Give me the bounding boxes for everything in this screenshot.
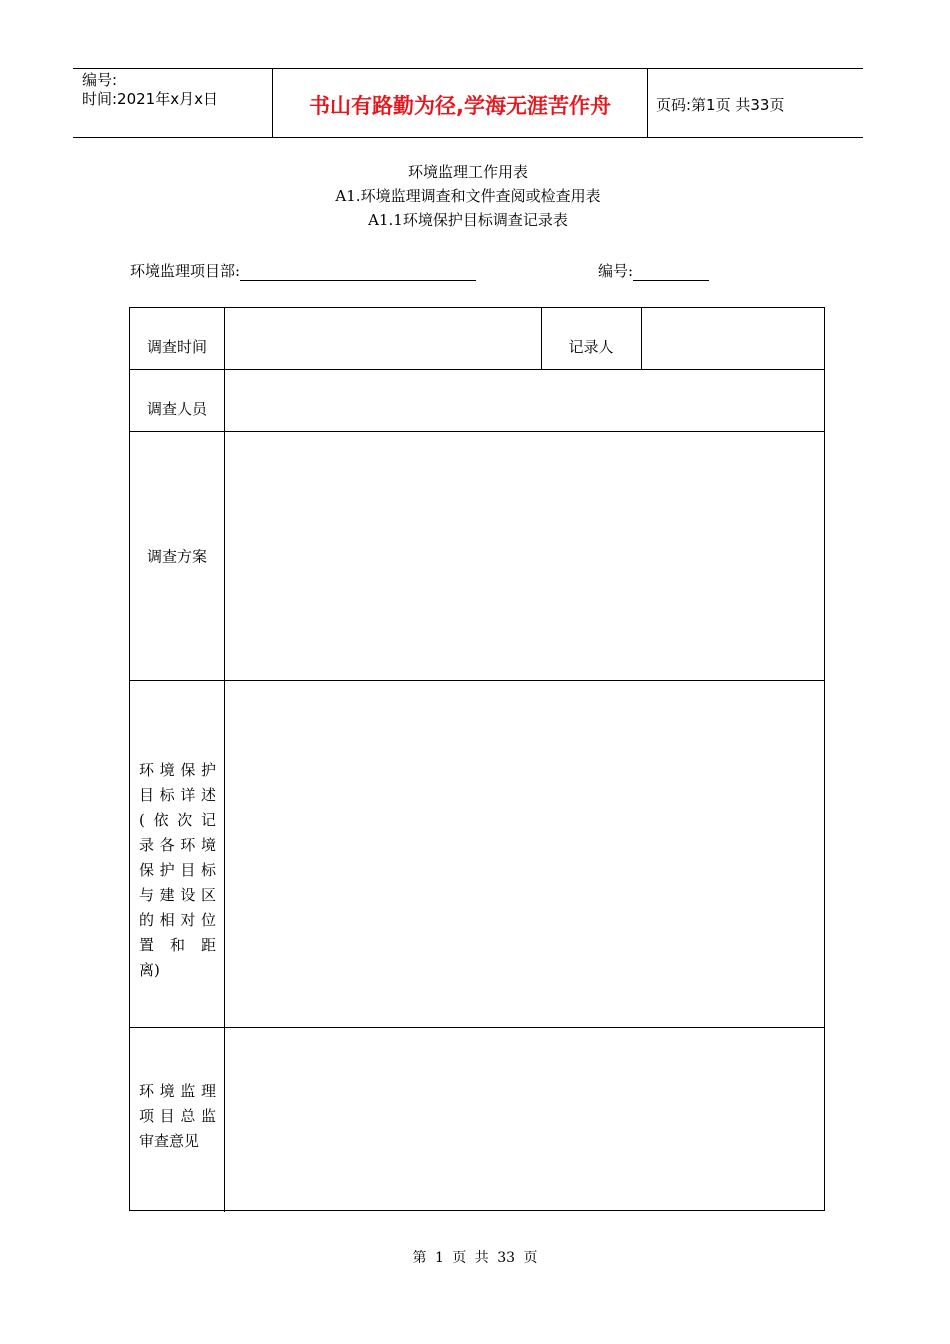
review-label: [139, 1079, 216, 1154]
survey-staff-label-cell: [130, 370, 225, 431]
row-target-detail: [130, 681, 824, 1028]
review-line: 审查意见: [139, 1132, 200, 1150]
row-survey-time: [130, 308, 824, 370]
target-detail-line: 的相对位: [139, 911, 216, 929]
header-time-label: 时间:2021年x月x日: [82, 90, 218, 108]
dept-underline[interactable]: [240, 264, 476, 281]
page-footer: 第 1 页 共 33 页: [412, 1250, 538, 1266]
dept-field: [130, 260, 476, 281]
row-director-review: [130, 1028, 824, 1212]
document-titles: [0, 160, 936, 232]
review-line: 环境监理: [139, 1082, 216, 1100]
row-survey-plan: [130, 432, 824, 681]
target-detail-line: 环境保护: [139, 761, 216, 779]
survey-plan-label: 调查方案: [146, 547, 207, 566]
survey-staff-label: 调查人员: [146, 400, 207, 418]
survey-time-label-cell: [130, 308, 225, 369]
title-line-3: A1.1环境保护目标调查记录表: [368, 211, 568, 229]
title-line-2: A1.环境监理调查和文件查阅或检查用表: [335, 187, 601, 205]
number-field: [598, 260, 709, 281]
survey-form: [129, 307, 825, 1211]
target-detail-line: 录各环境: [139, 836, 216, 854]
divider: [641, 308, 642, 369]
target-detail-line: 置和距: [139, 936, 216, 954]
survey-plan-label-cell: [130, 432, 225, 680]
target-detail-label-cell: [130, 681, 225, 1027]
header-page-label: 页码:第1页 共33页: [656, 95, 785, 114]
target-detail-line: 目标详述: [139, 786, 216, 804]
header-number-label: 编号:: [82, 71, 118, 89]
dept-label: 环境监理项目部:: [130, 262, 241, 280]
number-underline[interactable]: [633, 264, 709, 281]
title-line-1: 环境监理工作用表: [407, 163, 528, 181]
number-label: 编号:: [598, 262, 634, 280]
target-detail-line: 保护目标: [139, 861, 216, 879]
target-detail-line: 离): [139, 961, 160, 979]
survey-time-label: 调查时间: [146, 338, 207, 356]
target-detail-line: (依次记: [139, 811, 216, 829]
header-table: [73, 68, 863, 138]
review-label-cell: [130, 1028, 225, 1212]
target-detail-label: [139, 758, 216, 983]
review-line: 项目总监: [139, 1107, 216, 1125]
row-survey-staff: [130, 370, 824, 432]
recorder-label: 记录人: [568, 338, 614, 356]
target-detail-line: 与建设区: [139, 886, 216, 904]
header-meta: [73, 69, 273, 137]
header-slogan: 书山有路勤为径,学海无涯苦作舟: [273, 69, 648, 137]
